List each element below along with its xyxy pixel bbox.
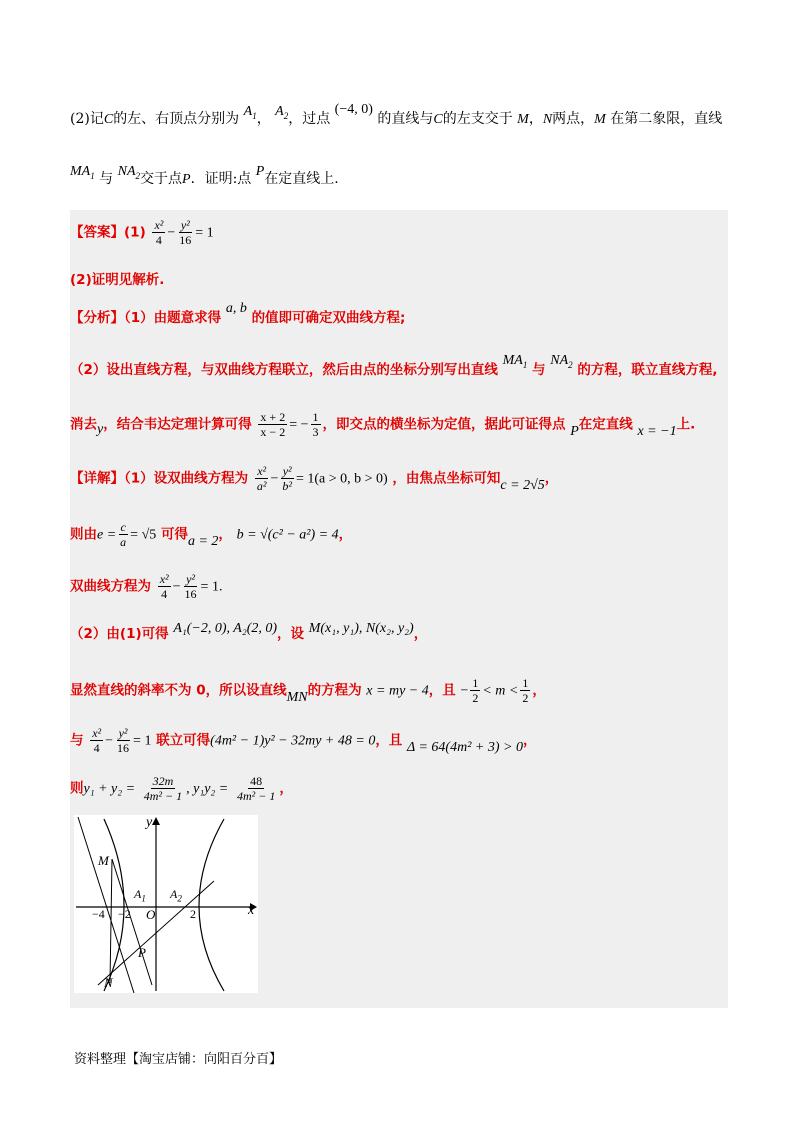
hyperbola-left-branch — [104, 819, 124, 991]
answer-part2: (2)证明见解析. — [70, 272, 165, 288]
footer: 资料整理【淘宝店铺：向阳百分百】 — [74, 1052, 283, 1067]
asymptote-line — [78, 817, 134, 993]
tick-neg2: −2 — [118, 907, 131, 921]
point-A2: $A_2$ — [170, 887, 182, 904]
tick-2: 2 — [190, 907, 196, 921]
text: 与 — [99, 171, 114, 187]
answer-line: 【答案】(1) $\frac{\text{x²}}{4}$ − $\frac{\text{y²}}{16}$ = 1 — [70, 218, 214, 247]
text: 两点， — [552, 111, 595, 127]
point-A1: $A_1$ — [134, 887, 146, 904]
point: (−4, 0) — [334, 102, 373, 117]
hyperbola-right-branch — [199, 819, 224, 991]
text: ，过点 — [288, 111, 331, 127]
point-P: P — [138, 945, 146, 960]
point-N: N — [104, 975, 113, 990]
text: 的直线与 — [377, 111, 434, 127]
text: 在定直线上. — [264, 171, 339, 187]
text: 在第二象限，直线 — [610, 111, 723, 127]
var-A1: $A_1$ — [243, 104, 257, 121]
text: 的左、右顶点分别为 — [113, 111, 240, 127]
text: (2)记 — [70, 111, 104, 127]
detail-line-2: 则由e = $\frac{c}{a}$ = √5 可得a = 2， b = √(c² − a²) = 4， — [70, 520, 353, 549]
var-C: C — [433, 112, 443, 127]
text: 的左支交于 — [442, 111, 513, 127]
detail-line-1: 【详解】（1）设双曲线方程为 $\frac{\text{x²}}{\text{a²}}$ − $\frac{\text{y²}}{\text{b²}}$ = 1(a > 0, b > 0) ，由焦点坐标可知c = 2√5， — [70, 464, 559, 493]
problem-line-2 — [70, 164, 339, 189]
var-N: N — [542, 112, 553, 127]
var-A2: $A_2$ — [275, 104, 289, 121]
point-M: M — [98, 853, 109, 868]
var-P: P — [255, 164, 265, 179]
var-M: M — [517, 112, 529, 127]
var-M: M — [594, 112, 606, 127]
analysis-line-1: 【分析】（1）由题意求得 a, b 的值即可确定双曲线方程; — [70, 301, 406, 326]
tick-neg4: −4 — [92, 907, 105, 921]
graph-svg — [74, 815, 258, 993]
analysis-line-2: （2）设出直线方程，与双曲线方程联立，然后由点的坐标分别写出直线 $MA_1$ 与 $NA_2$ 的方程，联立直线方程, — [70, 353, 718, 378]
y-label: y — [146, 815, 153, 830]
problem-line-1: (2)记C的左、右顶点分别为 $A_1$， $A_2$，过点 (−4, 0) 的直线与C的左支交于 M，N两点，M 在第二象限，直线 — [70, 102, 723, 127]
analysis-line-3: 消去y，结合韦达定理计算可得 $\frac{x + 2}{x - 2}$ = − $\frac{1}{3}$ ，即交点的横坐标为定值，据此可证得点 P在定直线 x = −1上. — [70, 410, 696, 439]
text: ．证明:点 — [190, 171, 252, 187]
var-MA1: $MA_1$ — [70, 164, 95, 181]
x-label: x — [248, 903, 255, 918]
detail-line-4: （2）由(1)可得 A₁(−2, 0), A₂(2, 0)，设 M(x₁, y₁), N(x₂, y₂)， — [70, 621, 428, 642]
var-P: P — [182, 172, 191, 187]
detail-line-7: 则y₁ + y₂ = $\frac{32m}{\text{4m² − 1}}$ , y₁y₂ = $\frac{48}{\text{4m² − 1}}$ ， — [70, 774, 293, 803]
hyperbola-graph — [74, 815, 258, 993]
detail-line-3: 双曲线方程为 $\frac{\text{x²}}{4}$ − $\frac{\text{y²}}{16}$ = 1. — [70, 572, 223, 601]
detail-line-5: 显然直线的斜率不为 0，所以设直线MN的方程为 x = my − 4，且 − $\frac{1}{2}$ < m < $\frac{1}{2}$ ， — [70, 676, 546, 705]
detail-line-6: 与 $\frac{\text{x²}}{4}$ − $\frac{\text{y²}}{16}$ = 1 联立可得(4m² − 1)y² − 32my + 48 = 0，且 Δ = 64(4m² + 3) > 0， — [70, 726, 537, 755]
var-C: C — [103, 112, 114, 127]
var-NA2: $NA_2$ — [117, 164, 141, 181]
y-axis-arrow — [152, 817, 160, 825]
origin-O: O — [146, 907, 156, 922]
text: 交于点 — [140, 171, 183, 187]
